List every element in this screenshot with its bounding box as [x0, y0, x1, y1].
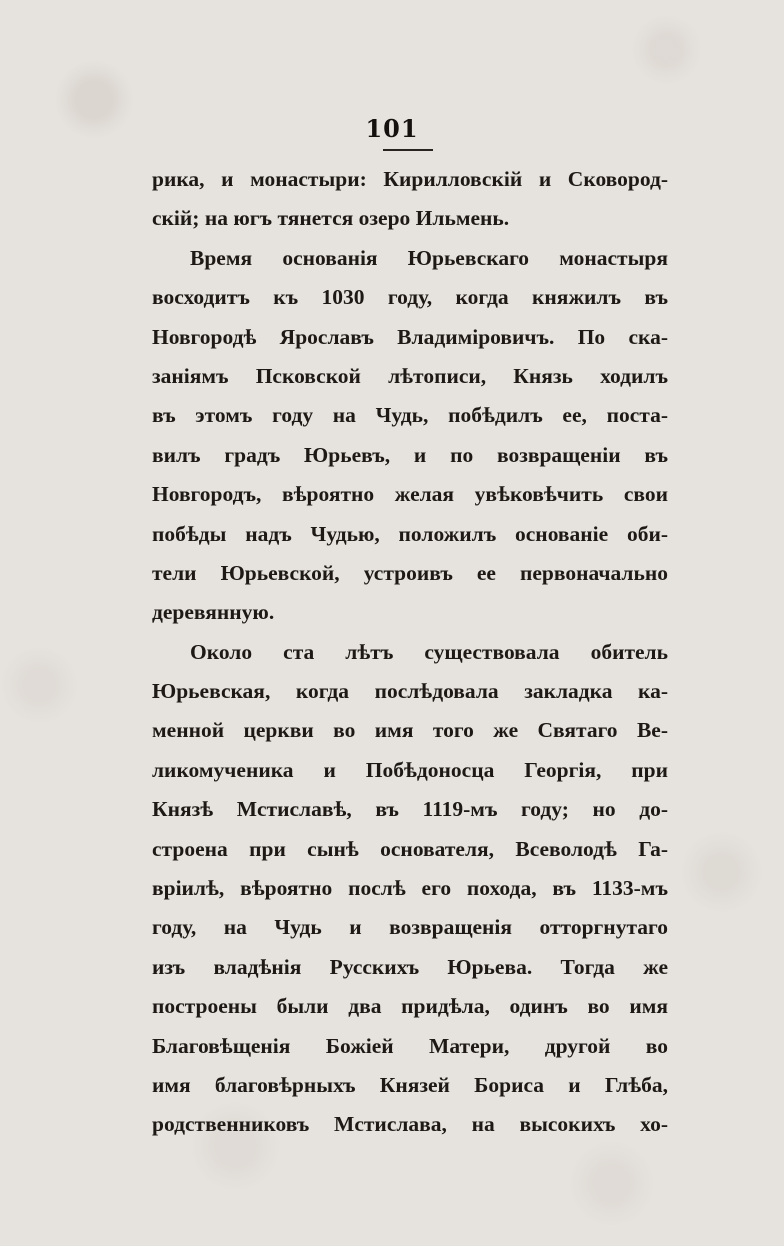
- page-number-underline: [383, 149, 433, 151]
- text-line: менной церкви во имя того же Святаго Ве-: [152, 718, 668, 743]
- text-line: Новгородъ, вѣроятно желая увѣковѣчить свои: [152, 482, 668, 507]
- text-line: Время основанія Юрьевскаго монастыря: [190, 245, 668, 270]
- text-line: Новгородѣ Ярославъ Владиміровичъ. По ска-: [152, 324, 668, 349]
- text-line: вріилѣ, вѣроятно послѣ его похода, въ 1133-мъ: [152, 876, 668, 901]
- text-line: въ этомъ году на Чудь, побѣдилъ ее, поста-: [152, 403, 668, 428]
- text-line: родственниковъ Мстислава, на высокихъ хо-: [152, 1112, 668, 1137]
- text-line: скій; на югъ тянется озеро Ильмень.: [152, 206, 510, 231]
- text-line: побѣды надъ Чудью, положилъ основаніе оби-: [152, 521, 668, 546]
- text-line: Юрьевская, когда послѣдовала закладка ка-: [152, 679, 668, 704]
- text-line: восходитъ къ 1030 году, когда княжилъ въ: [152, 285, 668, 310]
- text-line: строена при сынѣ основателя, Всеволодѣ Га-: [152, 836, 668, 861]
- text-line: заніямъ Псковской лѣтописи, Князь ходилъ: [152, 363, 668, 388]
- body-text: [152, 160, 668, 1145]
- text-line: деревянную.: [152, 600, 275, 625]
- text-line: ликомученика и Побѣдоносца Георгія, при: [152, 757, 668, 782]
- text-line: рика, и монастыри: Кирилловскій и Сковород-: [152, 167, 668, 191]
- text-line: году, на Чудь и возвращенія отторгнутаго: [152, 915, 668, 940]
- text-line: изъ владѣнія Русскихъ Юрьева. Тогда же: [152, 954, 668, 979]
- text-line: имя благовѣрныхъ Князей Бориса и Глѣба,: [152, 1072, 668, 1097]
- text-line: построены были два придѣла, одинъ во имя: [152, 994, 668, 1019]
- text-line: Благовѣщенія Божіей Матери, другой во: [152, 1033, 668, 1058]
- page-number: 101: [365, 114, 419, 143]
- text-line: Князѣ Мстиславѣ, въ 1119-мъ году; но до-: [152, 797, 668, 822]
- text-line: вилъ градъ Юрьевъ, и по возвращеніи въ: [152, 442, 668, 467]
- text-line: Около ста лѣтъ существовала обитель: [190, 639, 668, 664]
- text-line: тели Юрьевской, устроивъ ее первоначально: [152, 560, 668, 585]
